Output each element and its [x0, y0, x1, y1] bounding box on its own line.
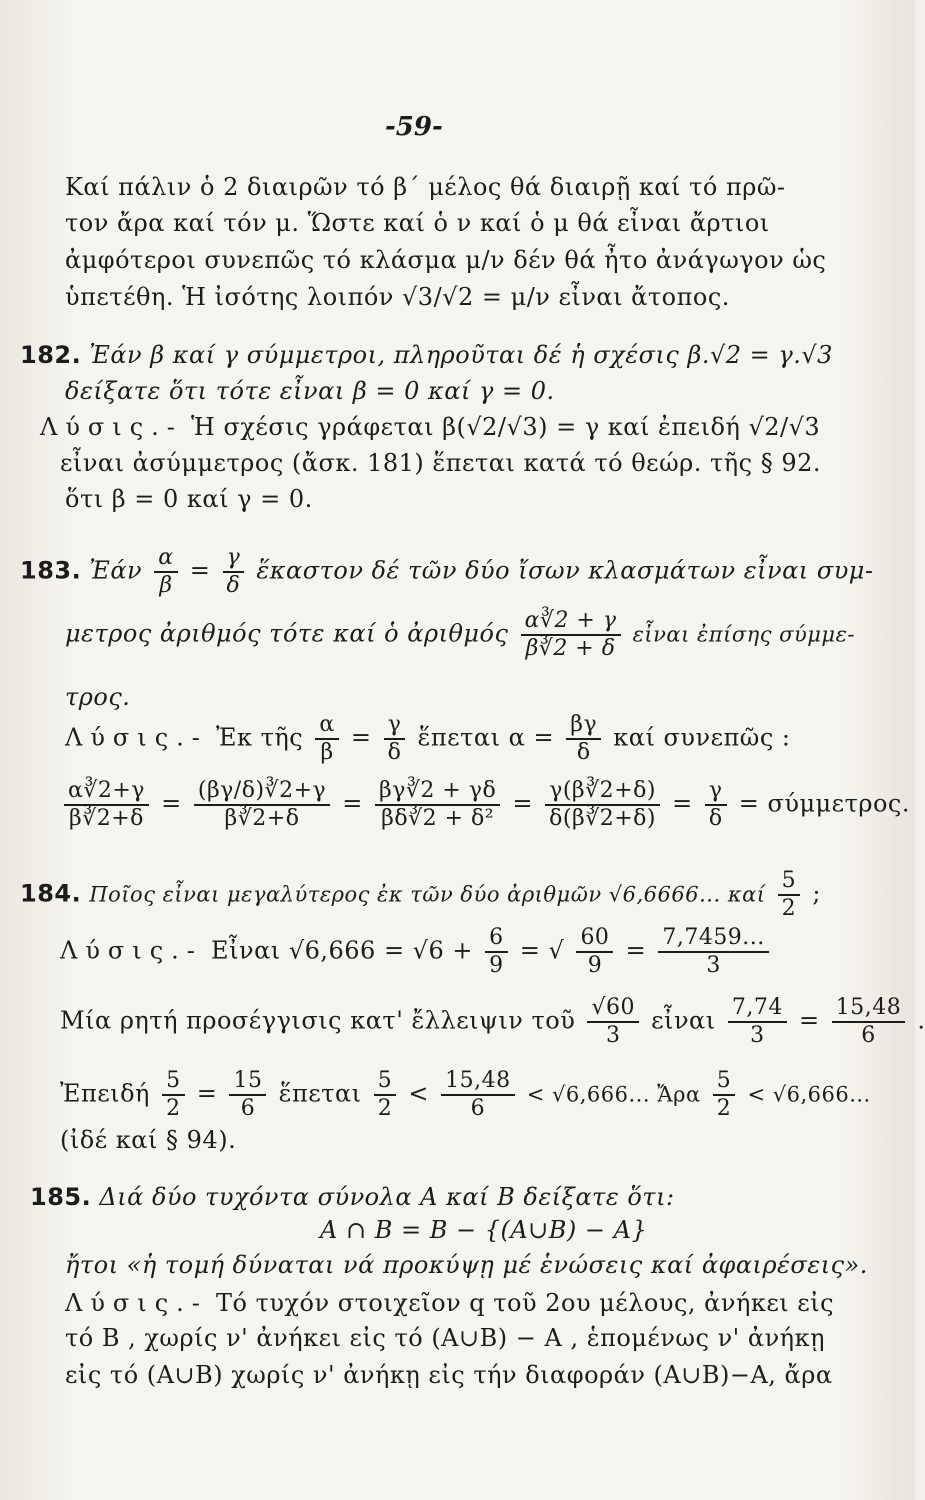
fraction: [64, 778, 149, 832]
exercise-183-statement-3: τρος.: [65, 683, 131, 711]
denominator: 9: [489, 953, 504, 978]
numerator: α: [315, 712, 338, 740]
denominator: β∛2 + δ: [525, 636, 616, 661]
solution-text: καί συνεπῶς :: [613, 723, 791, 752]
equals-sign: =: [196, 1079, 218, 1108]
equals-sign: =: [672, 789, 693, 818]
fraction: [154, 545, 177, 599]
fraction: [229, 1068, 266, 1122]
fraction: [441, 1068, 514, 1122]
statement-text: εἶναι ἐπίσης σύμμε-: [632, 622, 855, 647]
solution-text: Ἐκ τῆς: [216, 723, 304, 752]
solution-text: .: [917, 1006, 925, 1035]
numerator: 5: [162, 1068, 185, 1096]
denominator: 2: [716, 1096, 732, 1121]
equals-sign: =: [512, 789, 533, 818]
text-line-2: τον ἄρα καί τόν μ. Ὥστε καί ὁ ν καί ὁ μ θά εἶναι ἄρτιοι: [65, 209, 770, 237]
fraction: [485, 925, 508, 979]
denominator: 3: [706, 953, 721, 978]
denominator: δ: [576, 740, 591, 765]
numerator: γ(β∛2+δ): [545, 778, 660, 806]
numerator: 5: [778, 868, 801, 896]
solution-text: εἶναι: [651, 1006, 716, 1035]
denominator: δ: [708, 806, 723, 831]
fraction: [832, 995, 905, 1049]
denominator: 9: [587, 953, 603, 978]
denominator: δ: [387, 740, 402, 765]
denominator: 2: [781, 896, 797, 921]
fraction: [658, 925, 768, 979]
fraction: [566, 712, 601, 766]
exercise-182-solution-2: εἶναι ἀσύμμετρος (ἄσκ. 181) ἕπεται κατά τό θεώρ. τῆς § 92.: [60, 449, 822, 477]
equals-sign: =: [189, 556, 211, 585]
fraction: [223, 545, 245, 599]
denominator: 6: [470, 1096, 486, 1121]
denominator: δ: [226, 573, 241, 598]
statement-text: Διά δύο τυχόντα σύνολα Α καί Β δείξατε ὅτι:: [99, 1183, 675, 1211]
fraction: [315, 712, 338, 766]
exercise-182-solution-1: [40, 412, 820, 442]
numerator: α∛2+γ: [64, 778, 149, 806]
page-number: -59-: [385, 112, 443, 142]
fraction: [728, 995, 787, 1049]
statement-text: ;: [812, 879, 821, 908]
solution-text: ἕπεται: [417, 723, 501, 752]
denominator: β: [320, 740, 334, 765]
denominator: β: [159, 573, 173, 598]
denominator: 2: [377, 1096, 393, 1121]
fraction: [194, 778, 330, 832]
denominator: 2: [166, 1096, 181, 1121]
exercise-183-statement-1: [20, 545, 874, 599]
exercise-185-formula: Α ∩ Β = Β − {(Α∪Β) − Α}: [320, 1216, 648, 1244]
fraction: [374, 1068, 397, 1122]
lysis-label: Λύσις.-: [65, 1289, 208, 1317]
numerator: 15,48: [832, 995, 905, 1023]
denominator: 6: [861, 1023, 876, 1048]
exercise-184-solution-4: (ἰδέ καί § 94).: [60, 1126, 237, 1154]
statement-text: ἕκαστον δέ τῶν δύο ἴσων κλασμάτων εἶναι συμ-: [256, 556, 874, 585]
fraction: [162, 1068, 185, 1122]
lysis-label: Λύσις.-: [65, 723, 208, 752]
denominator: β∛2+δ: [224, 806, 300, 831]
text-line-1: Καί πάλιν ὁ 2 διαιρῶν τό β΄ μέλος θά διαιρῇ καί τό πρῶ-: [65, 173, 786, 201]
solution-text: Εἶναι √6,666 = √6 +: [211, 936, 473, 965]
exercise-182-statement-2: δείξατε ὅτι τότε εἶναι β = 0 καί γ = 0.: [65, 377, 555, 405]
exercise-182-statement-1: [20, 340, 833, 370]
exercise-182-solution-3: ὅτι β = 0 καί γ = 0.: [65, 485, 313, 513]
statement-text: Ἐάν β καί γ σύμμετροι, πληροῦται δέ ἡ σχέσις β.√2 = γ.√3: [89, 341, 833, 369]
exercise-number: 183.: [20, 556, 82, 585]
denominator: 3: [605, 1023, 621, 1048]
numerator: α∛2 + γ: [521, 608, 621, 636]
numerator: 60: [576, 925, 613, 953]
denominator: β∛2+δ: [69, 806, 144, 831]
statement-text: μετρος ἀριθμός τότε καί ὁ ἀριθμός: [65, 619, 509, 648]
exercise-185-solution-1: [65, 1288, 834, 1318]
numerator: 15: [229, 1068, 266, 1096]
equals-sign: =: [350, 723, 372, 752]
numerator: βγ: [566, 712, 601, 740]
solution-text: Μία ρητή προσέγγισις κατ' ἔλλειψιν τοῦ: [60, 1006, 576, 1035]
numerator: (βγ/δ)∛2+γ: [194, 778, 330, 806]
fraction: [521, 608, 621, 662]
fraction: [587, 995, 639, 1049]
exercise-184-solution-2: [60, 995, 925, 1049]
numerator: α: [154, 545, 177, 573]
denominator: 3: [750, 1023, 765, 1048]
text-line-3: ἀμφότεροι συνεπῶς τό κλάσμα μ/ν δέν θά ἦτο ἀνάγωγον ὡς: [65, 246, 827, 274]
exercise-185-solution-2: τό Β , χωρίς ν' ἀνήκει εἰς τό (Α∪Β) − Α , ἑπομένως ν' ἀνήκῃ: [65, 1324, 825, 1352]
numerator: 15,48: [441, 1068, 514, 1096]
solution-text: = σύμμετρος.: [738, 789, 910, 818]
denominator: 6: [240, 1096, 256, 1121]
text-line-4: ὑπετέθη. Ἡ ἰσότης λοιπόν √3/√2 = μ/ν εἶναι ἄτοπος.: [65, 283, 730, 311]
fraction: [576, 925, 613, 979]
solution-text: Τό τυχόν στοιχεῖον q τοῦ 2ου μέλους, ἀνήκει εἰς: [216, 1289, 835, 1317]
equals-sign: =: [342, 789, 363, 818]
exercise-183-equation-chain: [60, 778, 910, 832]
solution-text: ἕπεται: [278, 1079, 362, 1108]
numerator: 6: [485, 925, 508, 953]
numerator: γ: [223, 545, 245, 573]
exercise-185-statement-2: ἤτοι «ἡ τομή δύναται νά προκύψῃ μέ ἑνώσεις καί ἀφαιρέσεις».: [65, 1251, 868, 1279]
fraction: [545, 778, 660, 832]
exercise-number: 184.: [20, 879, 82, 908]
fraction: [375, 778, 500, 832]
numerator: 7,74: [728, 995, 787, 1023]
solution-text: Ἐπειδή: [60, 1079, 150, 1108]
lysis-label: Λύσις.-: [40, 413, 183, 441]
equals-sign: =: [798, 1006, 820, 1035]
less-than-sign: <: [408, 1079, 429, 1108]
fraction: [384, 712, 406, 766]
denominator: δ(β∛2+δ): [549, 806, 656, 831]
numerator: γ: [705, 778, 727, 806]
lysis-label: Λύσις.-: [60, 936, 203, 965]
equals-sign: =: [625, 936, 647, 965]
statement-text: Ἐάν: [89, 556, 143, 585]
numerator: βγ∛2 + γδ: [375, 778, 500, 806]
exercise-183-solution-1: [65, 712, 791, 766]
numerator: γ: [384, 712, 406, 740]
exercise-number: 185.: [30, 1183, 92, 1211]
exercise-185-solution-3: εἰς τό (Α∪Β) χωρίς ν' ἀνήκῃ εἰς τήν διαφοράν (Α∪Β)−Α, ἄρα: [65, 1361, 833, 1389]
equals-sign: =: [161, 789, 182, 818]
exercise-number: 182.: [20, 341, 82, 369]
fraction: [713, 1068, 736, 1122]
denominator: βδ∛2 + δ²: [381, 806, 495, 831]
fraction: [778, 868, 801, 922]
exercise-184-statement: [20, 868, 821, 922]
solution-text: < √6,666...: [747, 1082, 871, 1107]
exercise-184-solution-3: [60, 1068, 871, 1122]
statement-text: Ποῖος εἶναι μεγαλύτερος ἐκ τῶν δύο ἀριθμῶν √6,6666... καί: [89, 882, 766, 907]
exercise-185-statement-1: [30, 1182, 675, 1212]
solution-text: < √6,666... Ἄρα: [526, 1082, 701, 1107]
exercise-183-statement-2: [65, 608, 855, 662]
solution-text: Ἡ σχέσις γράφεται β(√2/√3) = γ καί ἐπειδή √2/√3: [191, 413, 821, 441]
numerator: √60: [587, 995, 639, 1023]
numerator: 7,7459...: [658, 925, 768, 953]
fraction: [705, 778, 727, 832]
numerator: 5: [374, 1068, 397, 1096]
solution-text: = √: [519, 936, 565, 965]
exercise-184-solution-1: [60, 925, 773, 979]
solution-text: α =: [508, 723, 555, 752]
numerator: 5: [713, 1068, 736, 1096]
